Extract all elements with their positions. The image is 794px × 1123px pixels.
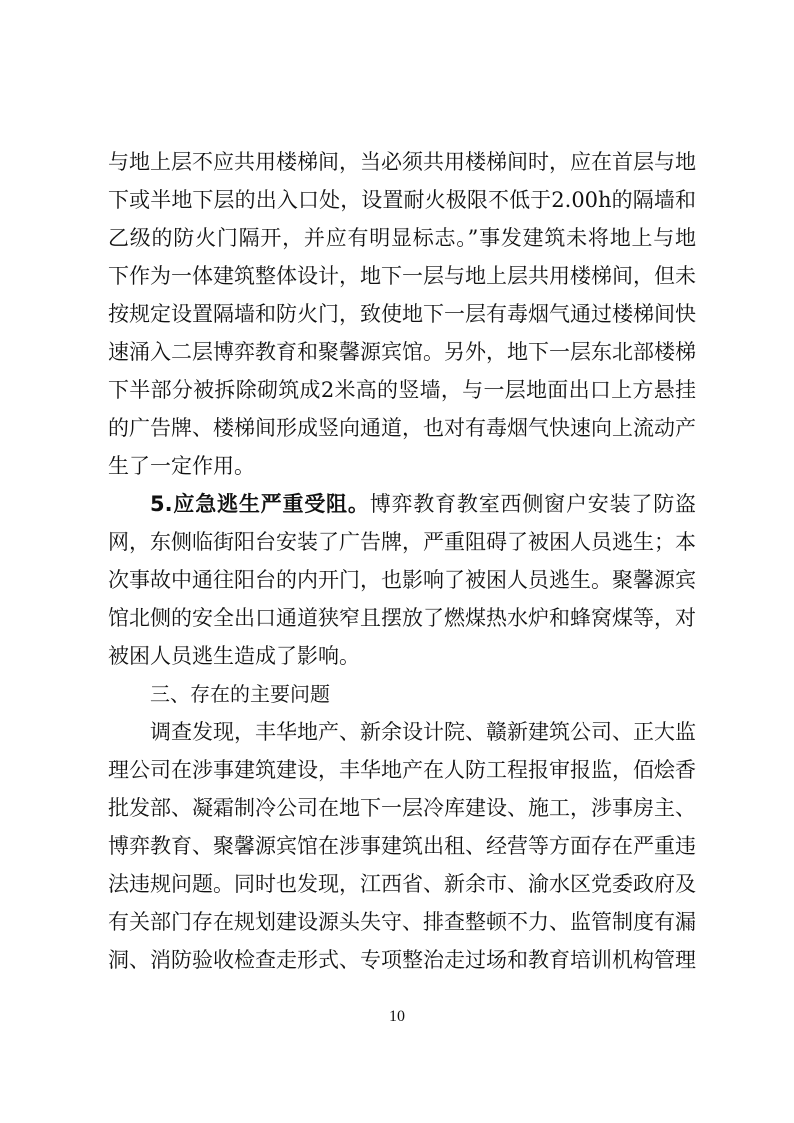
page-number: 10 [389, 1008, 405, 1025]
paragraph-1: 与地上层不应共用楼梯间，当必须共用楼梯间时，应在首层与地下或半地下层的出入口处，设置耐火极限不低于2.00h的隔墙和乙级的防火门隔开，并应有明显标志。”事发建筑未将地上与地下作为一体建筑整体设计，地下一层与地上层共用楼梯间，但未按规定设置隔墙和防火门，致使地下一层有毒烟气通过楼梯间快速涌入二层博弈教育和聚馨源宾馆。另外，地下一层东北部楼梯下半部分被拆除砌筑成2米高的竖墙，与一层地面出口上方悬挂的广告牌、楼梯间形成竖向通道，也对有毒烟气快速向上流动产生了一定作用。 [108, 150, 696, 478]
paragraph-2-title: 5.应急逃生严重受阻。 [150, 492, 370, 516]
paragraph-2 [108, 485, 696, 675]
document-body [108, 143, 696, 979]
paragraph-3: 调查发现，丰华地产、新余设计院、赣新建筑公司、正大监理公司在涉事建筑建设，丰华地产在人防工程报审报监，佰烩香批发部、凝霜制冷公司在地下一层冷库建设、施工，涉事房主、博弈教育、聚馨源宾馆在涉事建筑出租、经营等方面存在严重违法违规问题。同时也发现，江西省、新余市、渝水区党委政府及有关部门存在规划建设源头失守、排查整顿不力、监管制度有漏洞、消防验收检查走形式、专项整治走过场和教育培训机构管理 [108, 720, 696, 972]
paragraph-2-body: 博弈教育教室西侧窗户安装了防盗网，东侧临街阳台安装了广告牌，严重阻碍了被困人员逃生；本次事故中通往阳台的内开门，也影响了被困人员逃生。聚馨源宾馆北侧的安全出口通道狭窄且摆放了燃煤热水炉和蜂窝煤等，对被困人员逃生造成了影响。 [108, 492, 697, 668]
section-heading: 三、存在的主要问题 [150, 682, 330, 706]
